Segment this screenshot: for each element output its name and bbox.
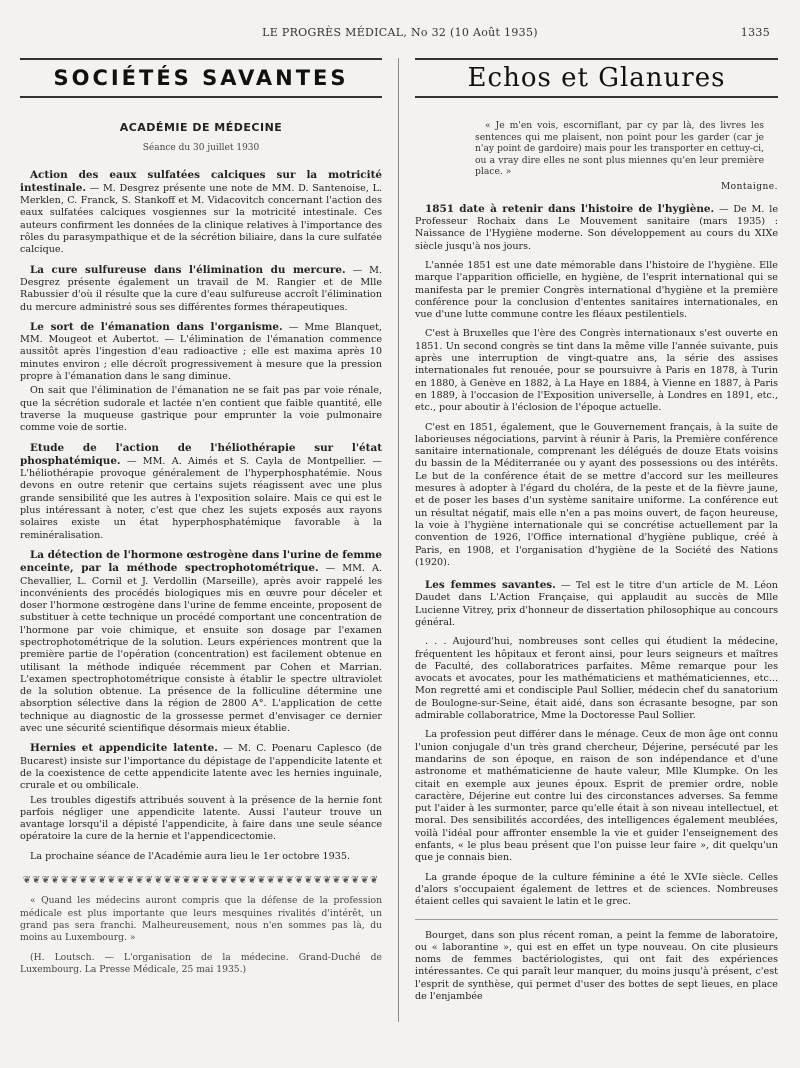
article-heliotherapie [20,442,382,542]
paragraph: Bourget, dans son plus récent roman, a peint la femme de laboratoire, ou « laborantine », qui est en effet un type nouveau. On cite plusieurs noms de femmes bactériologistes, qui ont fait des expériences intéressantes. Ce qui paraît leur manquer, du moins jusqu'à présent, c'est l'esprit de synthèse, qui permet d'user des bottes de sept lieues, en place de l'enjambée [415,929,778,1003]
article-heading: Etude de l'action de l'héliothérapie sur l'état phosphatémique. [20,441,382,467]
academy-heading: ACADÉMIE DE MÉDECINE [119,121,283,134]
paragraph: La grande époque de la culture féminine a été le XVIe siècle. Celles d'alors s'occupaient également de lettres et de sciences. Nombreuses étaient celles qui savaient le latin et le grec. [415,871,778,908]
article-hygiene [415,203,778,253]
paragraph: C'est à Bruxelles que l'ère des Congrès internationaux s'est ouverte en 1851. Un second congrès se tint dans la même ville l'année suivante, puis après une interruption de vingt-quatre ans, la série des assises internationales fut renouée, pour se poursuivre à Paris en 1878, à Turin en 1880, à Genève en 1882, à La Haye en 1884, à Vienne en 1887, à Paris en 1889, à l'occasion de l'Exposition universelle, à Londres en 1891, etc., etc., pour aboutir à l'éclosion de l'époque actuelle. [415,328,778,414]
article-femmes-savantes [415,579,778,629]
article-heading: La cure sulfureuse dans l'élimination du mercure. [30,263,346,276]
closing-source: (H. Loutsch. — L'organisation de la médecine. Grand-Duché de Luxembourg. La Presse Médicale, 25 mai 1935.) [20,951,382,975]
article-continuation: Les troubles digestifs attribués souvent à la présence de la hernie font parfois négliger une appendicite latente. Aussi l'auteur trouve un avantage lorsqu'il a dépisté l'appendicite, à faire dans une seule séance opératoire la cure de la hernie et l'appendicectomie. [20,794,382,843]
article-heading: Action des eaux sulfatées calciques sur la motricité intestinale. [20,168,382,194]
article-hormone [20,549,382,735]
closing-quote: « Quand les médecins auront compris que la défense de la profession médicale est plus importante que leurs mesquines rivalités d'intérêt, un grand pas sera franchi. Malheureusement, nous n'en sommes pas là, du moins au Luxembourg. » [20,895,382,944]
article-text: — M. Desgrez présente également un travail de M. Rangier et de Mlle Rabussier d'où il résulte que la cure d'eau sulfureuse accroît l'élimination du mercure administré sous ses différentes formes thérapeutiques. [20,264,382,313]
column-divider [398,58,399,1022]
article-motricite [20,169,382,257]
epigraph [415,120,778,178]
article-hernies [20,742,382,792]
paragraph: . . . Aujourd'hui, nombreuses sont celles qui étudient la médecine, fréquentent les hôpitaux et feront ainsi, pour leurs seigneurs et maîtres de Faculté, des collaboratrices parfaites. Même remarque pour les avocats et avocates, pour les mathématiciens et mathématiciennes, etc... Mon regretté ami et condisciple Paul Sollier, médecin chef du sanatorium de Boulogne-sur-Seine, était aidé, dans son écrasante besogne, par son admirable collaboratrice, Mme la Doctoresse Paul Sollier. [415,636,778,722]
article-heading: Le sort de l'émanation dans l'organisme. [30,320,283,333]
article-text: — MM. A. Aimés et S. Cayla de Montpellier. — L'héliothérapie provoque généralement de l'hyperphosphatémie. Nous devons en outre retenir que certains sujets réagissent avec une plus grande sensibilité que les autres à l'exposition solaire. Mais ce qui est le plus intéressant à noter, c'est que chez les sujets exposés aux rayons solaires existe un état hyperphosphatémique favorable à la reminéralisation. [20,455,382,541]
page-number: 1335 [740,26,770,39]
article-heading: 1851 date à retenir dans l'histoire de l'hygiène. [425,202,715,215]
article-continuation: On sait que l'élimination de l'émanation ne se fait pas par voie rénale, que la sécrétion sudorale et lactée n'en contient que faible quantité, elle traverse la muqueuse gastrique pour emprunter la voie pulmonaire comme voie de sortie. [20,385,382,434]
epigraph-text: « Je m'en vois, escorniflant, par cy par là, des livres les sentences qui me plaisent, non point pour les garder (car je n'ay point de gardoire) mais pour les transporter en cettuy-ci, ou a vray dire elles ne sont plus miennes qu'en leur première place. » [475,120,764,177]
running-head [30,26,770,42]
article-emanation [20,321,382,383]
journal-title: LE PROGRÈS MÉDICAL, No 32 (10 Août 1935) [262,26,538,39]
article-text: — M. Desgrez présente une note de MM. D. Santenoise, L. Merklen, C. Franck, S. Stankoff et M. Vidacovitch concernant l'action des eaux sulfatées calciques vosgiennes sur la motricité intestinale. Ces auteurs confirment les données de la clinique relatives à l'importance des rôles du parasympathique et de la sécrétion biliaire, dans la cure sulfatée calcique. [20,182,382,256]
paragraph: La profession peut différer dans le ménage. Ceux de mon âge ont connu l'union conjugale d'un très grand chercheur, Déjerine, persécuté par les mandarins de son époque, en raison de son indépendance et d'une astronome et mathématicienne de haute valeur, Mlle Klumpke. On les citait en exemple aux jeunes époux. Esprit de premier ordre, noble caractère, Déjerine eut contre lui des circonstances adverses. Sa femme put l'aider à les surmonter, parce qu'elle était à son niveau intellectuel, et moral. Des sensibilités accordées, des intelligences également meublées, voilà l'idéal pour affronter ensemble la vie et guider l'enseignement des enfants, « le plus beau présent que l'on puisse leur faire », dit quelqu'un que je connais bien. [415,729,778,864]
right-column [415,58,778,1010]
section-title: Echos et Glanures [467,62,726,93]
article-mercure [20,264,382,314]
ornament-divider: ❦❦❦❦❦❦❦❦❦❦❦❦❦❦❦❦❦❦❦❦❦❦❦❦❦❦❦❦❦❦❦❦❦❦❦❦❦❦ [22,875,380,887]
article-byline: — Tel est le titre d'un article de M. Léon Daudet dans L'Action Française, qui applaudit au succès de Mlle Lucienne Vitrey, prix d'honneur de dissertation philosophique au concours général. [415,580,778,628]
echos-banner [415,58,778,98]
epigraph-author: Montaigne. [720,181,778,192]
rule [415,919,778,920]
societes-banner [20,58,382,98]
next-session: La prochaine séance de l'Académie aura lieu le 1er octobre 1935. [30,850,351,862]
paragraph: C'est en 1851, également, que le Gouvernement français, à la suite de laborieuses négociations, parvint à réunir à Paris, la Première conférence sanitaire internationale, comprenant les délégués de douze Etats voisins du bassin de la Méditerranée ou y ayant des possessions ou des intérêts. Le but de la conférence était de se mettre d'accord sur les meilleures mesures à adopter à l'égard du choléra, de la peste et de la fièvre jaune, et de poser les bases d'un système sanitaire uniforme. La conférence eut un résultat négatif, mais elle n'en a pas moins ouvert, de façon heureuse, la voie à l'hygiène internationale qui se concrétise actuellement par la convention de 1926, l'Office international d'hygiène publique, créé à Paris, en 1908, et l'organisation d'hygiène de la Société des Nations (1920). [415,421,778,568]
left-column [20,58,382,983]
article-heading: Hernies et appendicite latente. [30,742,218,755]
article-heading: Les femmes savantes. [425,579,556,592]
article-heading: La détection de l'hormone œstrogène dans l'urine de femme enceinte, par la méthode spectrophotométrique. [20,548,382,575]
article-byline: — De M. le Professeur Rochaix dans Le Mouvement sanitaire (mars 1935) : Naissance de l'Hygiène moderne. Son développement au cours du XIXe siècle jusqu'à nos jours. [415,203,779,252]
article-text: — Mme Blanquet, MM. Mougeot et Aubertot. — L'élimination de l'émanation commence aussitôt après l'ingestion d'eau radioactive ; elle est maxima après 10 minutes environ ; elle décroît progressivement à mesure que la pression propre à l'émanation dans le sang diminue. [20,321,382,383]
session-date: Séance du 30 juillet 1930 [142,143,260,154]
article-text: — M. C. Poenaru Caplesco (de Bucarest) insiste sur l'importance du dépistage de l'appendicite latente et de la coexistence de cette appendicite latente avec les hernies inguinale, crurale et ou ombilicale. [20,743,382,792]
article-text: — MM. A. Chevallier, L. Cornil et J. Verdollin (Marseille), après avoir rappelé les inconvénients des procédés biologiques mis en œuvre pour déceler et doser l'hormone œstrogène dans l'urine de femme enceinte, proposent de substituer à cette technique un procédé comportant une concentration de l'hormone par voie chimique, et ensuite son dosage par l'examen spectrophotométrique de la solution. Leurs expériences montrent que la première partie de l'opération (concentration) est facilement obtenue en utilisant la méthode indiquée récemment par Cohen et Marrian. L'examen spectrophotométrique consiste à établir le spectre ultraviolet de la solution obtenue. La présence de la folliculine détermine une absorption sélective dans la région de 2800 A°. L'application de cette technique au diagnostic de la grossesse permet d'envisager ce dernier avec une sécurité scientifique désormais mieux établie. [20,563,382,735]
section-title: SOCIÉTÉS SAVANTES [53,65,349,90]
paragraph: L'année 1851 est une date mémorable dans l'histoire de l'hygiène. Elle marque l'apparition officielle, en hygiène, de l'esprit international qui se manifesta par le premier Congrès international d'hygiène et la première conférence pour la conclusion d'ententes sanitaires internationales, en vue d'une lutte commune contre les fléaux pestilentiels. [415,259,778,321]
